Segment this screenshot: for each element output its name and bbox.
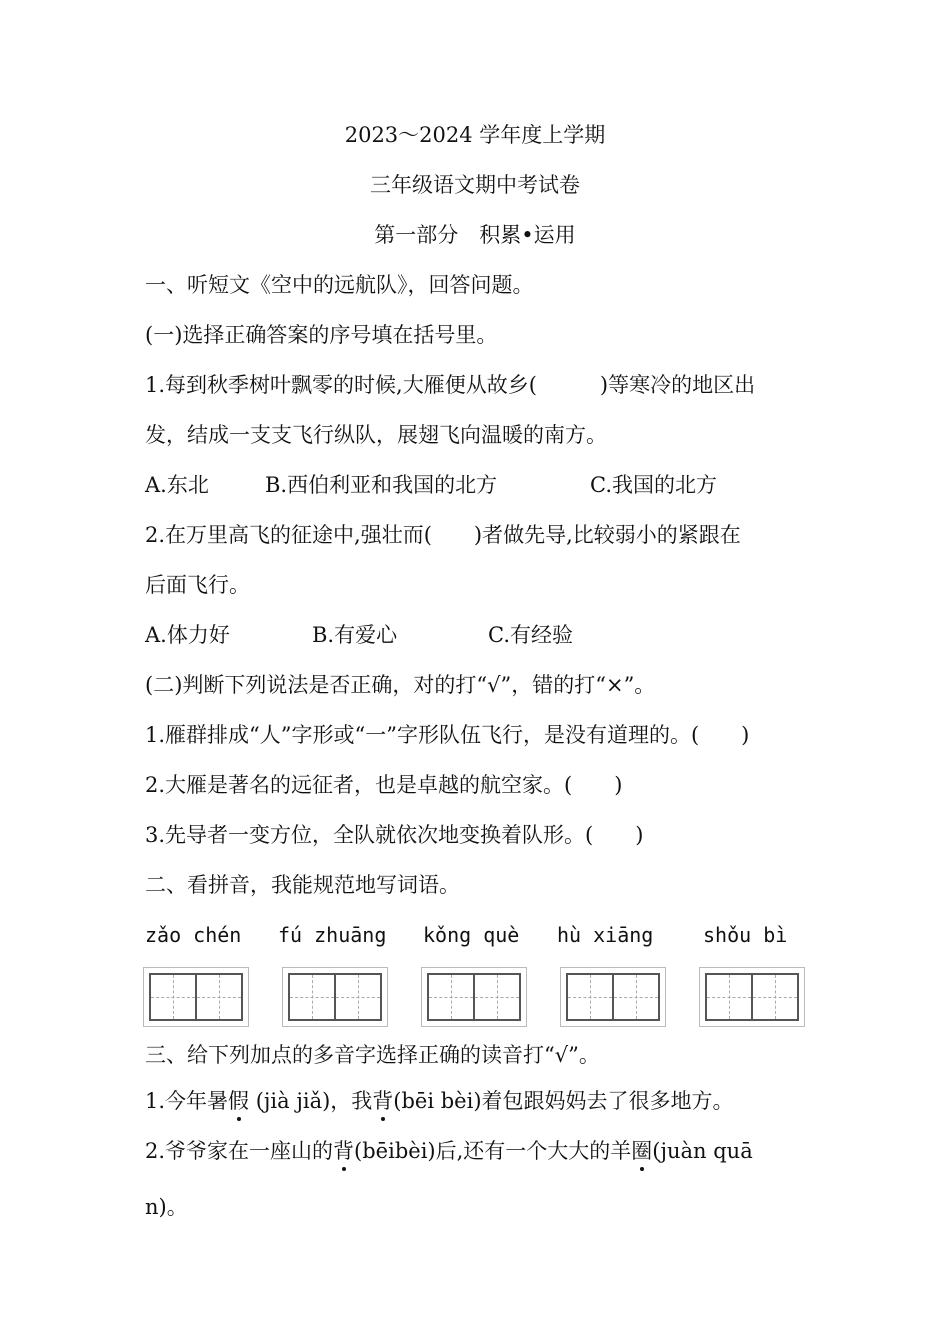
pinyin-4: hù xiāng xyxy=(557,923,654,947)
q2-option-c: C.有经验 xyxy=(488,623,573,647)
writing-grid-3[interactable] xyxy=(421,967,527,1027)
writing-grid-5[interactable] xyxy=(699,967,805,1027)
q2-line2: 后面飞行。 xyxy=(145,573,250,597)
section2-heading: 二、看拼音，我能规范地写词语。 xyxy=(145,873,460,897)
pinyin-1: zǎo chén xyxy=(145,923,242,947)
q2-option-a: A.体力好 xyxy=(145,623,230,647)
q1-text-before: 1.今年暑 xyxy=(145,1089,229,1113)
judge-item-1: 1.雁群排成“人”字形或“一”字形队伍飞行，是没有道理的。( ) xyxy=(145,723,750,747)
exam-title: 三年级语文期中考试卷 xyxy=(370,173,580,197)
judge-item-3: 3.先导者一变方位，全队就依次地变换着队形。( ) xyxy=(145,823,644,847)
q1-option-c: C.我国的北方 xyxy=(590,473,717,497)
q2-dotted-char-1: 背 xyxy=(333,1139,355,1163)
section1-heading: 一、听短文《空中的远航队》，回答问题。 xyxy=(145,273,534,297)
q2-text-after: (juàn quā xyxy=(652,1139,753,1163)
pinyin-2: fú zhuāng xyxy=(278,923,387,947)
q1-text-after: (bēi bèi)着包跟妈妈去了很多地方。 xyxy=(393,1089,734,1113)
polyphone-q1 xyxy=(145,1087,734,1115)
q1-line1: 1.每到秋季树叶飘零的时候,大雁便从故乡( )等寒冷的地区出 xyxy=(145,373,756,397)
q1-line2: 发，结成一支支飞行纵队，展翅飞向温暖的南方。 xyxy=(145,423,607,447)
sub2-heading: (二)判断下列说法是否正确，对的打“√”，错的打“×”。 xyxy=(145,673,656,697)
writing-grid-4[interactable] xyxy=(560,967,666,1027)
q2-text-before: 2.爷爷家在一座山的 xyxy=(145,1139,334,1163)
polyphone-q2-line2: n)。 xyxy=(145,1195,188,1219)
q1-dotted-char-1: 假 xyxy=(228,1089,250,1113)
polyphone-q2 xyxy=(145,1137,753,1165)
q2-option-b: B.有爱心 xyxy=(312,623,398,647)
writing-grid-1[interactable] xyxy=(143,967,249,1027)
writing-grid-2[interactable] xyxy=(282,967,388,1027)
year-line: 2023～2024 学年度上学期 xyxy=(344,123,606,147)
judge-item-2: 2.大雁是著名的远征者，也是卓越的航空家。( ) xyxy=(145,773,623,797)
q1-option-a: A.东北 xyxy=(145,473,209,497)
q2-line1: 2.在万里高飞的征途中,强壮而( )者做先导,比较弱小的紧跟在 xyxy=(145,523,741,547)
q2-text-mid: (bēibèi)后,还有一个大大的羊 xyxy=(354,1139,632,1163)
pinyin-3: kǒng què xyxy=(423,923,520,947)
q1-option-b: B.西伯利亚和我国的北方 xyxy=(265,473,498,497)
section3-heading: 三、给下列加点的多音字选择正确的读音打“√”。 xyxy=(145,1043,600,1067)
q1-text-mid: (jià jiǎ)，我 xyxy=(249,1089,373,1113)
sub1-heading: (一)选择正确答案的序号填在括号里。 xyxy=(145,323,498,347)
pinyin-5: shǒu bì xyxy=(703,923,788,947)
q1-dotted-char-2: 背 xyxy=(372,1089,394,1113)
q2-dotted-char-2: 圈 xyxy=(631,1139,653,1163)
part-title: 第一部分 积累•运用 xyxy=(374,223,576,247)
